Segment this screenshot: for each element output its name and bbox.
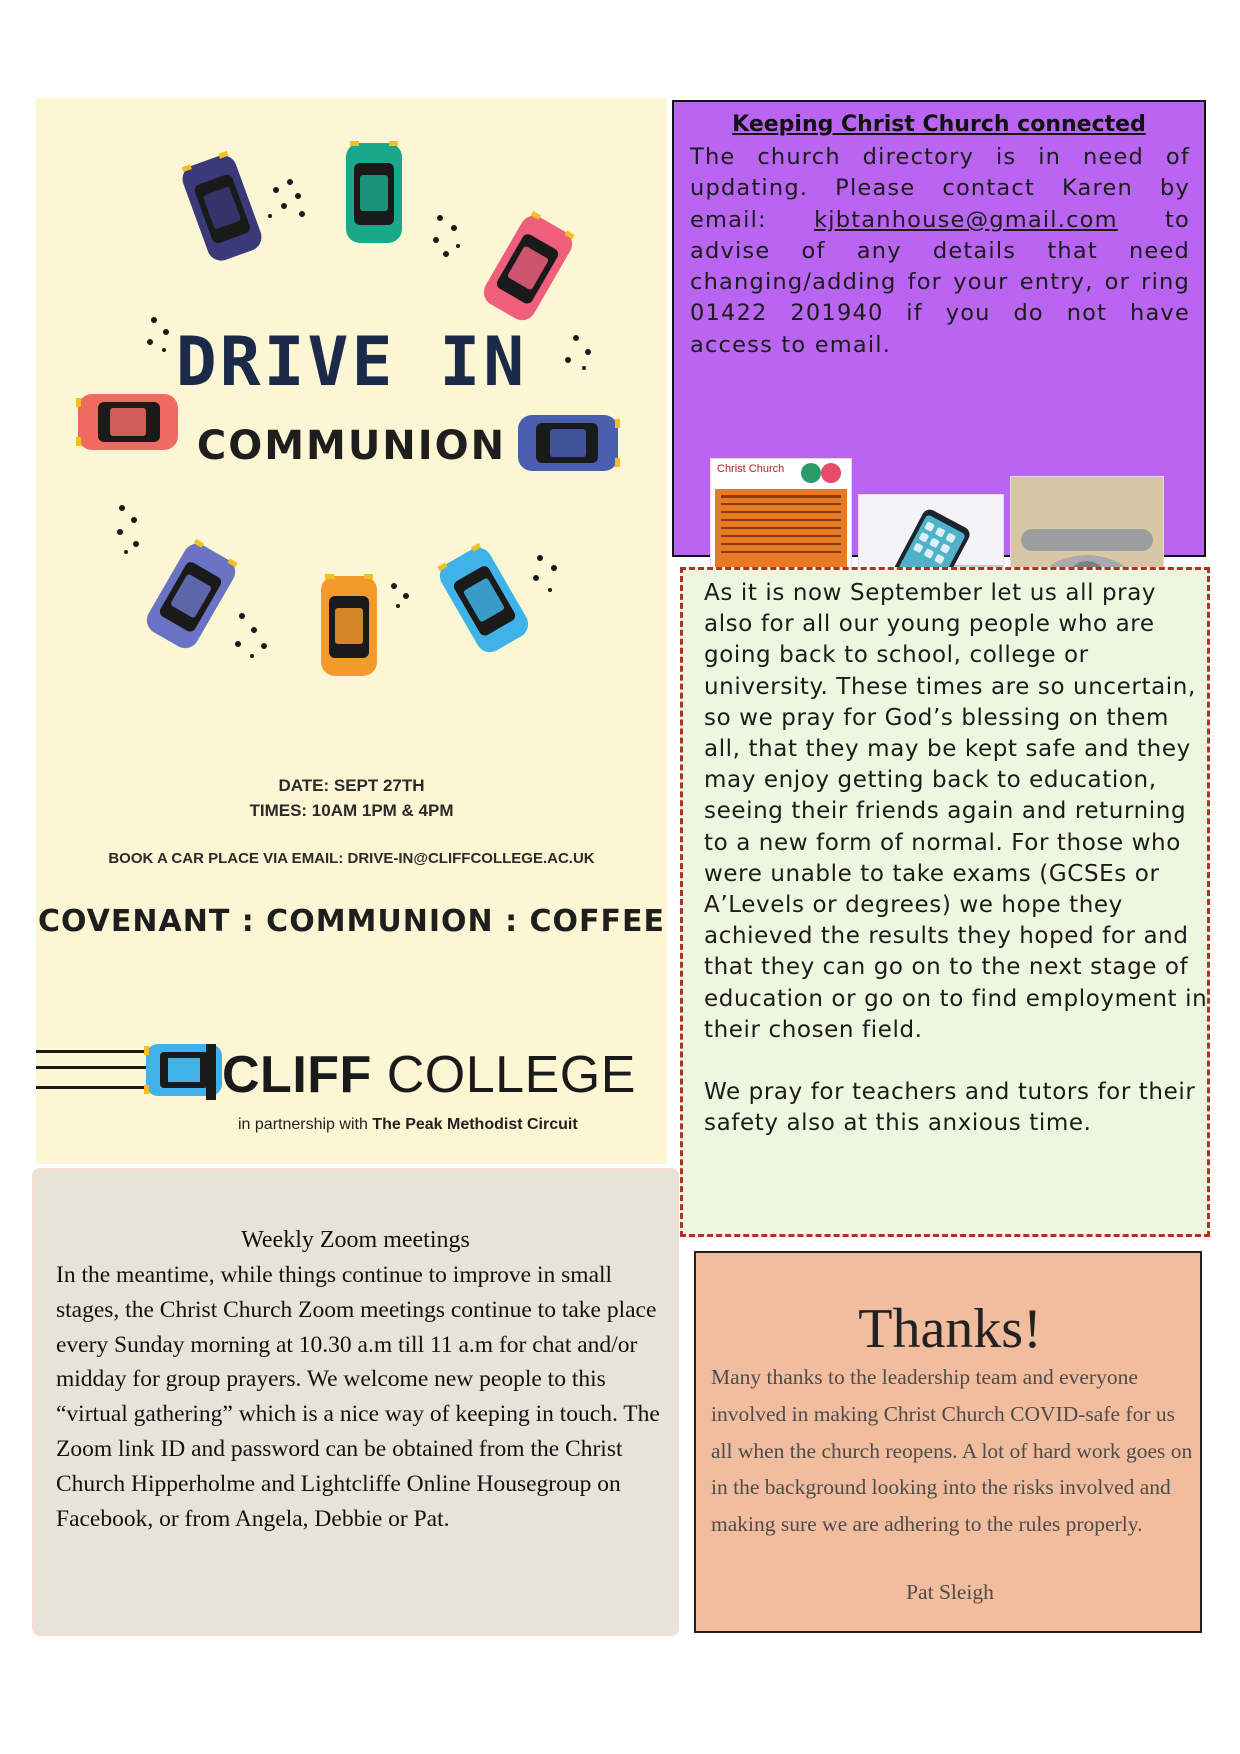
thanks-box [694,1251,1202,1633]
prayer-body [704,578,1209,1139]
prayer-paragraph-1: As it is now September let us all pray also for all our young people who are going back to school, college or university. These times are so uncertain, so we pray for God’s blessing on them all, that they may be kept safe and they may enjoy getting back to education, seeing their friends again and returning to a new form of normal. For those who were unable to take exams (GCSEs or A’Levels or degrees) we hope they achieved the results they hoped for and that they can go on to the next stage of education or go on to find employment in their chosen field. [704,580,1208,1043]
thanks-signature: Pat Sleigh [906,1580,994,1604]
event-date: DATE: SEPT 27TH [278,776,425,795]
connected-body [690,142,1190,361]
car-navy-icon [178,150,266,265]
connected-text-2: to advise of any details that need changing/adding for your entry, or ring 01422 201940 if you do not have access to email. [690,206,1190,358]
car-orange-icon [321,574,377,676]
event-times: TIMES: 10AM 1PM & 4PM [249,801,454,820]
prayer-paragraph-2: We pray for teachers and tutors for their safety also at this anxious time. [704,1079,1196,1137]
cars-illustration [36,98,667,1164]
zoom-body: In the meantime, while things continue to improve in small stages, the Christ Church Zoom meetings continue to take place every Sunday morning at 10.30 a.m till 11 a.m for chat and/or midday for group prayers. We welcome new people to this “virtual gathering” which is a nice way of keeping in touch. The Zoom link ID and password can be obtained from the Christ Church Hipperholme and Lightcliffe Online Housegroup on Facebook, or from Angela, Debbie or Pat. [56,1262,660,1532]
prayer-box [680,567,1210,1237]
partner-prefix: in partnership with [238,1116,373,1133]
logo-regular: COLLEGE [371,1046,636,1104]
drive-in-poster [36,98,667,1164]
newsletter-label: Christ Church [717,463,785,475]
connected-title: Keeping Christ Church connected [732,112,1146,137]
road-icon [36,1050,146,1089]
partner-name: The Peak Methodist Circuit [372,1116,578,1133]
event-tagline: COVENANT : COMMUNION : COFFEE [37,904,666,939]
connected-box [672,100,1206,557]
partner-line [238,1116,578,1134]
connected-text-1: The church directory is in need of updating. Please contact Karen by email: [690,144,1190,233]
poster-subtitle: COMMUNION [196,423,507,469]
email-link[interactable]: kjbtanhouse@gmail.com [814,206,1118,233]
logo-bold: CLIFF [222,1046,372,1104]
poster-title: DRIVE IN [175,323,528,402]
thanks-body: Many thanks to the leadership team and everyone involved in making Christ Church COVID-safe for us all when the church reopens. A lot of hard work goes on in the background looking into the risks involved and making sure we are adhering to the rules properly. [711,1365,1193,1537]
cliff-college-logo [222,1045,636,1105]
car-teal-icon [346,141,402,243]
car-pink-icon [479,209,578,325]
event-booking: BOOK A CAR PLACE VIA EMAIL: DRIVE-IN@CLIFFCOLLEGE.AC.UK [108,850,595,867]
car-periwinkle-icon [142,537,241,653]
zoom-meetings-box [34,1170,677,1634]
zoom-title: Weekly Zoom meetings [241,1227,470,1253]
car-sky-icon [434,541,533,657]
thanks-title: Thanks! [858,1298,1042,1360]
